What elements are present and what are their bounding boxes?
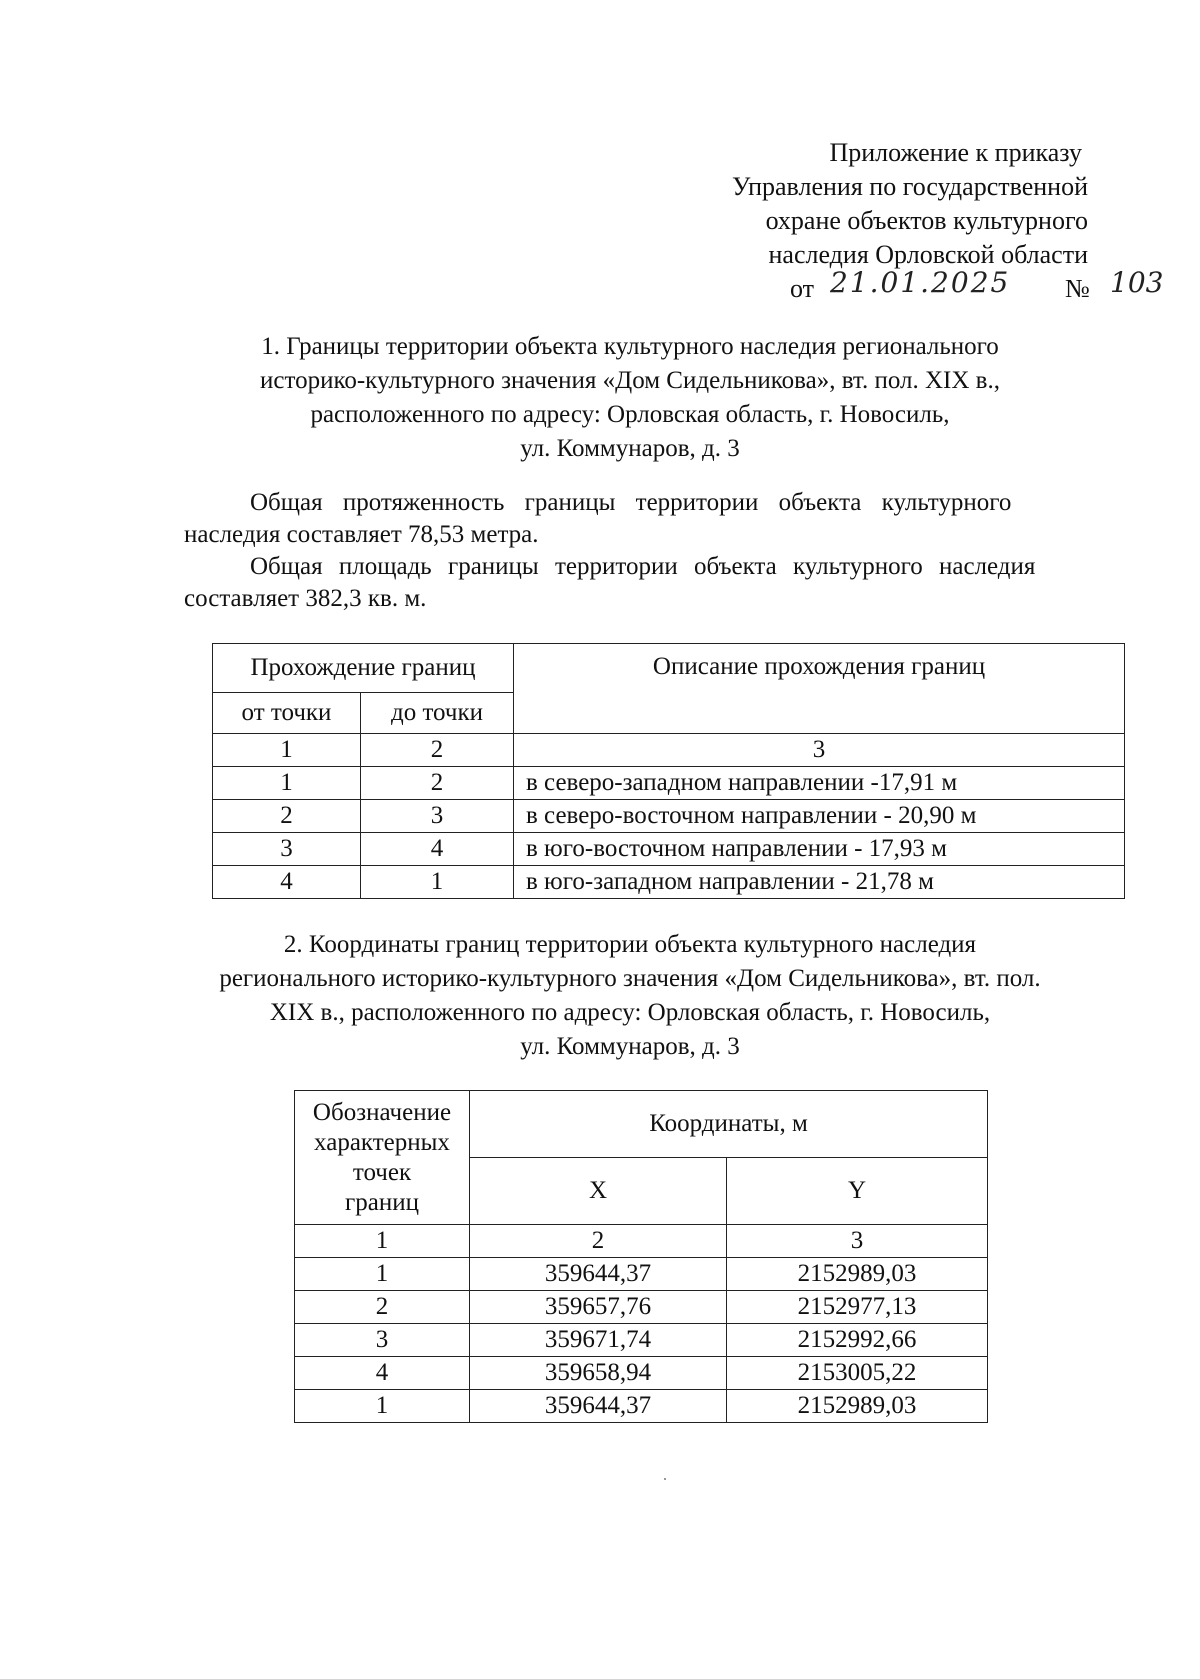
heading-line: расположенного по адресу: Орловская область, г. Новосиль, [310, 401, 950, 428]
x-cell: 359671,74 [470, 1324, 727, 1357]
header-from-point: от точки [213, 693, 361, 734]
from-point-cell: 3 [213, 833, 361, 866]
from-point-cell: 1 [213, 767, 361, 800]
header-points-line: характерных [314, 1128, 450, 1156]
description-cell: в северо-восточном направлении - 20,90 м [514, 800, 1125, 833]
handwritten-date: 21.01.2025 [830, 266, 1011, 299]
table-row [295, 1258, 988, 1291]
from-point-cell: 4 [213, 866, 361, 899]
table-cell: 1 [213, 734, 361, 767]
header-date-line [640, 266, 1164, 306]
header-points [295, 1091, 470, 1225]
y-cell: 2153005,22 [727, 1357, 988, 1390]
point-cell: 4 [295, 1357, 470, 1390]
point-cell: 1 [295, 1390, 470, 1423]
heading-line: ул. Коммунаров, д. 3 [520, 1033, 740, 1060]
table-row [295, 1390, 988, 1423]
header-points-line: точек [352, 1158, 412, 1186]
point-cell: 3 [295, 1324, 470, 1357]
table-row [213, 833, 1125, 866]
paragraph-line: Общая протяженность границы территории объекта культурного [250, 489, 1012, 516]
header-line: Приложение к приказу [829, 138, 1082, 167]
point-cell: 1 [295, 1258, 470, 1291]
description-cell: в юго-восточном направлении - 17,93 м [514, 833, 1125, 866]
boundary-passage-table [212, 643, 1125, 899]
table-row [213, 767, 1125, 800]
header-description: Описание прохождения границ [514, 644, 1125, 734]
section2-heading [180, 928, 1080, 1064]
table-cell: 3 [514, 734, 1125, 767]
handwritten-number: 103 [1110, 266, 1164, 299]
header-passage: Прохождение границ [213, 644, 514, 693]
heading-line: XIX в., расположенного по адресу: Орловская область, г. Новосиль, [269, 999, 991, 1026]
y-cell: 2152989,03 [727, 1258, 988, 1291]
y-cell: 2152992,66 [727, 1324, 988, 1357]
paragraph-line: наследия составляет 78,53 метра. [184, 521, 539, 548]
x-cell: 359644,37 [470, 1390, 727, 1423]
to-point-cell: 1 [361, 866, 514, 899]
description-cell: в юго-западном направлении - 21,78 м [514, 866, 1125, 899]
table-cell: 3 [727, 1225, 988, 1258]
header-x: X [470, 1158, 727, 1225]
table-row [295, 1324, 988, 1357]
section1-heading [180, 330, 1080, 466]
coordinates-table [294, 1090, 988, 1423]
table-row [213, 866, 1125, 899]
table-row [213, 800, 1125, 833]
description-cell: в северо-западном направлении -17,91 м [514, 767, 1125, 800]
table-cell: 1 [295, 1225, 470, 1258]
total-area-paragraph [184, 551, 1094, 615]
total-length-paragraph [184, 487, 1094, 551]
paragraph-line: Общая площадь границы территории объекта культурного наследия [250, 553, 1036, 580]
x-cell: 359644,37 [470, 1258, 727, 1291]
header-to-point: до точки [361, 693, 514, 734]
table-numbering-row [295, 1225, 988, 1258]
header-line: наследия Орловской области [768, 240, 1088, 269]
from-point-cell: 2 [213, 800, 361, 833]
appendix-header [640, 136, 1164, 306]
y-cell: 2152977,13 [727, 1291, 988, 1324]
header-points-line: Обозначение [312, 1098, 452, 1126]
table-row [295, 1291, 988, 1324]
to-point-cell: 3 [361, 800, 514, 833]
point-cell: 2 [295, 1291, 470, 1324]
date-label: от [790, 274, 815, 303]
header-line: охране объектов культурного [765, 206, 1088, 235]
table-cell: 2 [361, 734, 514, 767]
x-cell: 359657,76 [470, 1291, 727, 1324]
header-y: Y [727, 1158, 988, 1225]
header-line: Управления по государственной [731, 172, 1088, 201]
heading-line: историко-культурного значения «Дом Сидельникова», вт. пол. XIX в., [260, 367, 1000, 394]
number-label: № [1065, 274, 1090, 303]
header-coordinates: Координаты, м [470, 1091, 988, 1158]
scan-speck [664, 1478, 666, 1480]
table-cell: 2 [470, 1225, 727, 1258]
heading-line: 2. Координаты границ территории объекта культурного наследия [283, 931, 977, 958]
x-cell: 359658,94 [470, 1357, 727, 1390]
y-cell: 2152989,03 [727, 1390, 988, 1423]
heading-line: ул. Коммунаров, д. 3 [520, 435, 740, 462]
to-point-cell: 4 [361, 833, 514, 866]
table-row [295, 1357, 988, 1390]
paragraph-line: составляет 382,3 кв. м. [184, 585, 427, 612]
to-point-cell: 2 [361, 767, 514, 800]
header-points-line: границ [345, 1188, 419, 1216]
table-numbering-row [213, 734, 1125, 767]
heading-line: 1. Границы территории объекта культурного наследия регионального [261, 333, 999, 360]
heading-line: регионального историко-культурного значения «Дом Сидельникова», вт. пол. [219, 965, 1041, 992]
